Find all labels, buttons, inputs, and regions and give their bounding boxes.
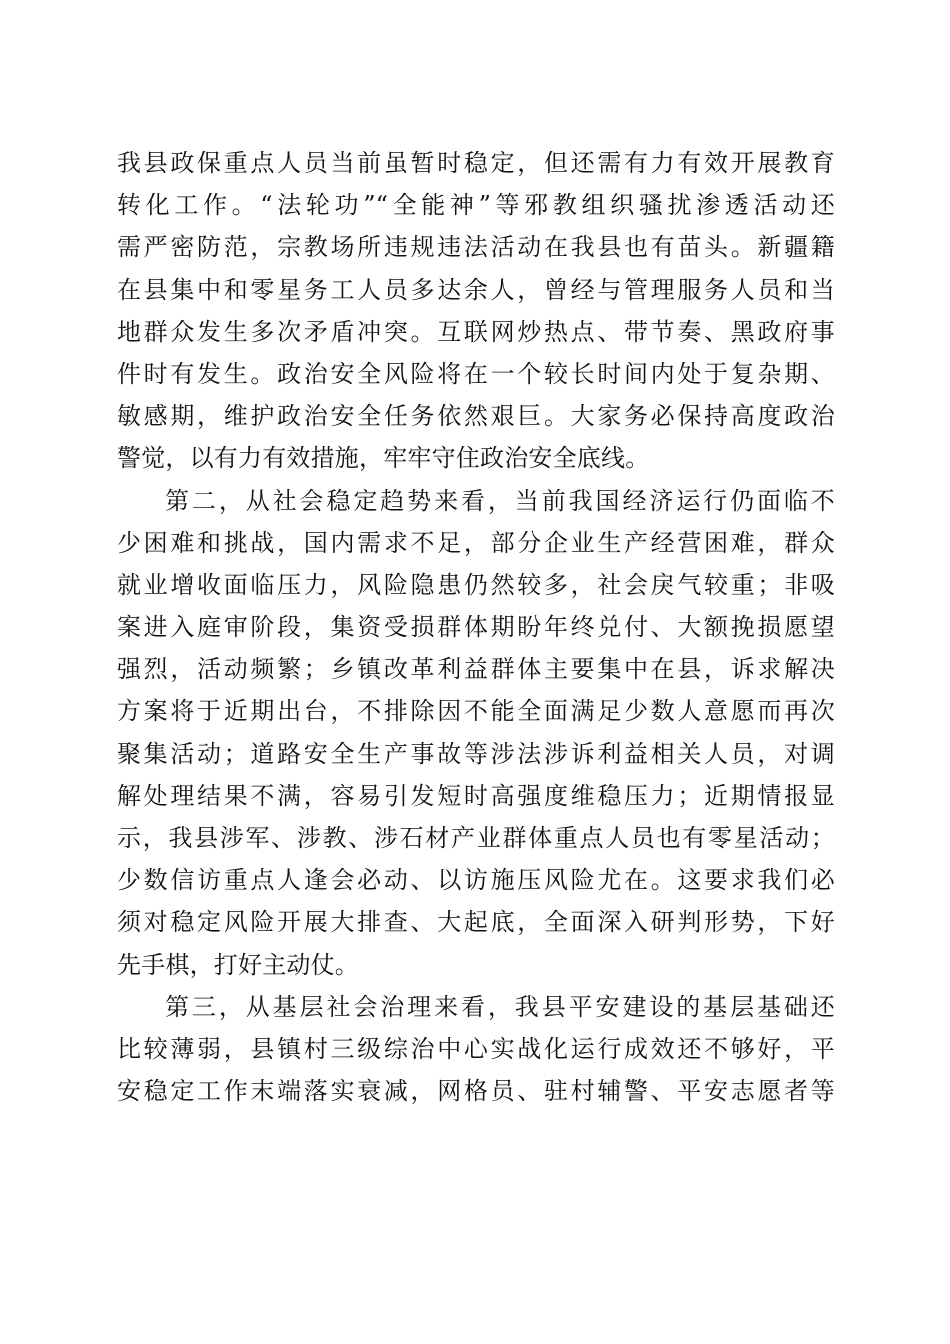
paragraph-political-security bbox=[117, 142, 835, 480]
text-line: 须对稳定风险开展大排查、大起底，全面深入研判形势，下好 bbox=[117, 908, 835, 937]
text-line: 警觉，以有力有效措施，牢牢守住政治安全底线。 bbox=[117, 444, 650, 473]
text-line: 需严密防范，宗教场所违规违法活动在我县也有苗头。新疆籍 bbox=[117, 233, 835, 262]
text-line: 少困难和挑战，国内需求不足，部分企业生产经营困难，群众 bbox=[117, 528, 835, 557]
text-line: 地群众发生多次矛盾冲突。互联网炒热点、带节奏、黑政府事 bbox=[117, 317, 835, 346]
paragraph-grassroots-governance bbox=[117, 986, 835, 1113]
text-line: 先手棋，打好主动仗。 bbox=[117, 950, 359, 979]
text-line: 在县集中和零星务工人员多达余人，曾经与管理服务人员和当 bbox=[117, 275, 835, 304]
text-line: 安稳定工作末端落实衰减，网格员、驻村辅警、平安志愿者等 bbox=[117, 1077, 835, 1106]
text-line: 聚集活动；道路安全生产事故等涉法涉诉利益相关人员，对调 bbox=[117, 739, 835, 768]
text-line: 案进入庭审阶段，集资受损群体期盼年终兑付、大额挽损愿望 bbox=[117, 613, 835, 642]
text-line: 方案将于近期出台，不排除因不能全面满足少数人意愿而再次 bbox=[117, 697, 835, 726]
text-line: 强烈，活动频繁；乡镇改革利益群体主要集中在县，诉求解决 bbox=[117, 655, 835, 684]
paragraph-social-stability bbox=[117, 480, 835, 986]
text-line: 比较薄弱，县镇村三级综治中心实战化运行成效还不够好，平 bbox=[117, 1034, 835, 1063]
text-line: 第二，从社会稳定趋势来看，当前我国经济运行仍面临不 bbox=[165, 486, 835, 515]
text-line: 敏感期，维护政治安全任务依然艰巨。大家务必保持高度政治 bbox=[117, 402, 835, 431]
text-line: 第三，从基层社会治理来看，我县平安建设的基层基础还 bbox=[165, 992, 835, 1021]
document-body bbox=[117, 142, 835, 1112]
text-line: 解处理结果不满，容易引发短时高强度维稳压力；近期情报显 bbox=[117, 781, 835, 810]
text-line: 就业增收面临压力，风险隐患仍然较多，社会戾气较重；非吸 bbox=[117, 570, 835, 599]
text-line: 件时有发生。政治安全风险将在一个较长时间内处于复杂期、 bbox=[117, 359, 835, 388]
text-line: 转化工作。“法轮功”“全能神”等邪教组织骚扰渗透活动还 bbox=[117, 191, 835, 220]
text-line: 少数信访重点人逢会必动、以访施压风险尤在。这要求我们必 bbox=[117, 866, 835, 895]
text-line: 我县政保重点人员当前虽暂时稳定，但还需有力有效开展教育 bbox=[117, 149, 835, 177]
text-line: 示，我县涉军、涉教、涉石材产业群体重点人员也有零星活动； bbox=[117, 824, 835, 852]
